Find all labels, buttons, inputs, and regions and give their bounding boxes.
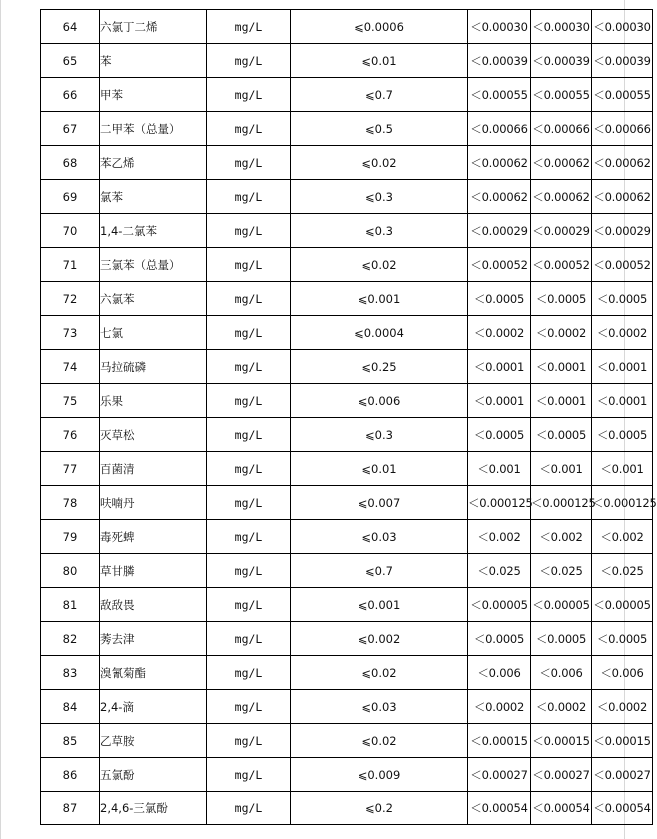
result-1: ＜0.00039 xyxy=(468,44,531,78)
unit: mg/L xyxy=(207,792,291,825)
indicator-name: 莠去津 xyxy=(100,622,207,656)
result-2: ＜0.002 xyxy=(531,520,592,554)
result-1: ＜0.00029 xyxy=(468,214,531,248)
unit: mg/L xyxy=(207,452,291,486)
result-3: ＜0.00066 xyxy=(592,112,653,146)
result-2: ＜0.00062 xyxy=(531,180,592,214)
result-3: ＜0.00015 xyxy=(592,724,653,758)
unit: mg/L xyxy=(207,588,291,622)
table-row xyxy=(41,44,653,78)
limit-value: ⩽0.02 xyxy=(291,146,468,180)
result-2: ＜0.00066 xyxy=(531,112,592,146)
row-number: 69 xyxy=(41,180,100,214)
limit-value: ⩽0.02 xyxy=(291,656,468,690)
result-2: ＜0.0002 xyxy=(531,316,592,350)
result-1: ＜0.0001 xyxy=(468,384,531,418)
result-2: ＜0.00027 xyxy=(531,758,592,792)
indicator-name: 六氯丁二烯 xyxy=(100,10,207,44)
row-number: 64 xyxy=(41,10,100,44)
table-row xyxy=(41,78,653,112)
result-2: ＜0.00062 xyxy=(531,146,592,180)
result-3: ＜0.0005 xyxy=(592,622,653,656)
page-edge-left xyxy=(0,0,1,839)
unit: mg/L xyxy=(207,520,291,554)
row-number: 80 xyxy=(41,554,100,588)
unit: mg/L xyxy=(207,758,291,792)
result-3: ＜0.00005 xyxy=(592,588,653,622)
result-2: ＜0.00029 xyxy=(531,214,592,248)
indicator-name: 乐果 xyxy=(100,384,207,418)
table-row xyxy=(41,418,653,452)
table-row xyxy=(41,384,653,418)
result-1: ＜0.00055 xyxy=(468,78,531,112)
result-2: ＜0.0001 xyxy=(531,384,592,418)
indicator-name: 毒死蜱 xyxy=(100,520,207,554)
indicator-name: 苯乙烯 xyxy=(100,146,207,180)
table-row xyxy=(41,248,653,282)
result-1: ＜0.00054 xyxy=(468,792,531,825)
row-number: 71 xyxy=(41,248,100,282)
unit: mg/L xyxy=(207,350,291,384)
indicator-name: 草甘膦 xyxy=(100,554,207,588)
row-number: 66 xyxy=(41,78,100,112)
result-1: ＜0.0001 xyxy=(468,350,531,384)
result-3: ＜0.00052 xyxy=(592,248,653,282)
result-1: ＜0.0005 xyxy=(468,622,531,656)
result-3: ＜0.0005 xyxy=(592,418,653,452)
indicator-name: 百菌清 xyxy=(100,452,207,486)
result-1: ＜0.001 xyxy=(468,452,531,486)
result-1: ＜0.0002 xyxy=(468,690,531,724)
row-number: 70 xyxy=(41,214,100,248)
indicator-name: 马拉硫磷 xyxy=(100,350,207,384)
limit-value: ⩽0.02 xyxy=(291,248,468,282)
unit: mg/L xyxy=(207,112,291,146)
result-2: ＜0.0005 xyxy=(531,282,592,316)
indicator-name: 敌敌畏 xyxy=(100,588,207,622)
result-2: ＜0.025 xyxy=(531,554,592,588)
row-number: 83 xyxy=(41,656,100,690)
result-2: ＜0.001 xyxy=(531,452,592,486)
indicator-name: 乙草胺 xyxy=(100,724,207,758)
result-3: ＜0.0001 xyxy=(592,350,653,384)
limit-value: ⩽0.5 xyxy=(291,112,468,146)
result-3: ＜0.0001 xyxy=(592,384,653,418)
result-3: ＜0.0005 xyxy=(592,282,653,316)
row-number: 68 xyxy=(41,146,100,180)
indicator-name: 呋喃丹 xyxy=(100,486,207,520)
row-number: 81 xyxy=(41,588,100,622)
result-2: ＜0.00039 xyxy=(531,44,592,78)
limit-value: ⩽0.03 xyxy=(291,520,468,554)
table-row xyxy=(41,690,653,724)
result-3: ＜0.0002 xyxy=(592,316,653,350)
result-3: ＜0.025 xyxy=(592,554,653,588)
result-1: ＜0.0005 xyxy=(468,418,531,452)
limit-value: ⩽0.02 xyxy=(291,724,468,758)
row-number: 87 xyxy=(41,792,100,825)
result-3: ＜0.006 xyxy=(592,656,653,690)
table-row xyxy=(41,112,653,146)
table-row xyxy=(41,10,653,44)
result-2: ＜0.0001 xyxy=(531,350,592,384)
unit: mg/L xyxy=(207,724,291,758)
table-row xyxy=(41,316,653,350)
row-number: 86 xyxy=(41,758,100,792)
row-number: 65 xyxy=(41,44,100,78)
result-1: ＜0.00030 xyxy=(468,10,531,44)
result-3: ＜0.0002 xyxy=(592,690,653,724)
table-row xyxy=(41,350,653,384)
limit-value: ⩽0.3 xyxy=(291,180,468,214)
limit-value: ⩽0.7 xyxy=(291,78,468,112)
result-2: ＜0.00005 xyxy=(531,588,592,622)
limit-value: ⩽0.007 xyxy=(291,486,468,520)
result-1: ＜0.0005 xyxy=(468,282,531,316)
result-3: ＜0.00030 xyxy=(592,10,653,44)
result-2: ＜0.000125 xyxy=(531,486,592,520)
table-row xyxy=(41,792,653,825)
unit: mg/L xyxy=(207,554,291,588)
row-number: 77 xyxy=(41,452,100,486)
limit-value: ⩽0.3 xyxy=(291,418,468,452)
unit: mg/L xyxy=(207,146,291,180)
result-1: ＜0.00062 xyxy=(468,146,531,180)
table-row xyxy=(41,588,653,622)
table-row xyxy=(41,282,653,316)
limit-value: ⩽0.7 xyxy=(291,554,468,588)
result-2: ＜0.0002 xyxy=(531,690,592,724)
result-1: ＜0.00066 xyxy=(468,112,531,146)
indicator-name: 五氯酚 xyxy=(100,758,207,792)
indicator-name: 氯苯 xyxy=(100,180,207,214)
table-row xyxy=(41,486,653,520)
limit-value: ⩽0.3 xyxy=(291,214,468,248)
indicator-name: 灭草松 xyxy=(100,418,207,452)
result-3: ＜0.002 xyxy=(592,520,653,554)
limit-value: ⩽0.001 xyxy=(291,588,468,622)
unit: mg/L xyxy=(207,10,291,44)
limit-value: ⩽0.001 xyxy=(291,282,468,316)
limit-value: ⩽0.0006 xyxy=(291,10,468,44)
result-2: ＜0.00055 xyxy=(531,78,592,112)
row-number: 67 xyxy=(41,112,100,146)
result-1: ＜0.0002 xyxy=(468,316,531,350)
result-1: ＜0.000125 xyxy=(468,486,531,520)
row-number: 74 xyxy=(41,350,100,384)
unit: mg/L xyxy=(207,656,291,690)
row-number: 78 xyxy=(41,486,100,520)
row-number: 76 xyxy=(41,418,100,452)
result-2: ＜0.0005 xyxy=(531,418,592,452)
limit-value: ⩽0.01 xyxy=(291,44,468,78)
row-number: 84 xyxy=(41,690,100,724)
water-quality-table xyxy=(40,9,657,825)
limit-value: ⩽0.002 xyxy=(291,622,468,656)
table-row xyxy=(41,554,653,588)
result-3: ＜0.00062 xyxy=(592,146,653,180)
result-1: ＜0.025 xyxy=(468,554,531,588)
result-1: ＜0.00062 xyxy=(468,180,531,214)
limit-value: ⩽0.0004 xyxy=(291,316,468,350)
unit: mg/L xyxy=(207,248,291,282)
indicator-name: 六氯苯 xyxy=(100,282,207,316)
result-3: ＜0.00029 xyxy=(592,214,653,248)
result-3: ＜0.00054 xyxy=(592,792,653,825)
row-number: 82 xyxy=(41,622,100,656)
unit: mg/L xyxy=(207,44,291,78)
indicator-name: 1,4-二氯苯 xyxy=(100,214,207,248)
unit: mg/L xyxy=(207,384,291,418)
result-1: ＜0.00015 xyxy=(468,724,531,758)
result-3: ＜0.00055 xyxy=(592,78,653,112)
table-body xyxy=(41,10,657,825)
indicator-name: 三氯苯（总量） xyxy=(100,248,207,282)
limit-value: ⩽0.03 xyxy=(291,690,468,724)
result-2: ＜0.00015 xyxy=(531,724,592,758)
unit: mg/L xyxy=(207,690,291,724)
result-3: ＜0.00039 xyxy=(592,44,653,78)
row-number: 85 xyxy=(41,724,100,758)
indicator-name: 七氯 xyxy=(100,316,207,350)
result-1: ＜0.00005 xyxy=(468,588,531,622)
unit: mg/L xyxy=(207,486,291,520)
table-row xyxy=(41,214,653,248)
result-3: ＜0.001 xyxy=(592,452,653,486)
limit-value: ⩽0.006 xyxy=(291,384,468,418)
row-number: 75 xyxy=(41,384,100,418)
result-3: ＜0.000125 xyxy=(592,486,653,520)
table-row xyxy=(41,724,653,758)
indicator-name: 2,4-滴 xyxy=(100,690,207,724)
row-number: 72 xyxy=(41,282,100,316)
limit-value: ⩽0.01 xyxy=(291,452,468,486)
result-2: ＜0.00052 xyxy=(531,248,592,282)
unit: mg/L xyxy=(207,214,291,248)
indicator-name: 苯 xyxy=(100,44,207,78)
result-1: ＜0.00027 xyxy=(468,758,531,792)
row-number: 73 xyxy=(41,316,100,350)
result-2: ＜0.0005 xyxy=(531,622,592,656)
unit: mg/L xyxy=(207,418,291,452)
limit-value: ⩽0.2 xyxy=(291,792,468,825)
unit: mg/L xyxy=(207,622,291,656)
indicator-name: 2,4,6-三氯酚 xyxy=(100,792,207,825)
table-row xyxy=(41,146,653,180)
indicator-name: 二甲苯（总量） xyxy=(100,112,207,146)
table-row xyxy=(41,758,653,792)
table-row xyxy=(41,622,653,656)
unit: mg/L xyxy=(207,78,291,112)
unit: mg/L xyxy=(207,180,291,214)
unit: mg/L xyxy=(207,282,291,316)
row-number: 79 xyxy=(41,520,100,554)
result-1: ＜0.002 xyxy=(468,520,531,554)
result-1: ＜0.006 xyxy=(468,656,531,690)
table-row xyxy=(41,180,653,214)
result-3: ＜0.00027 xyxy=(592,758,653,792)
indicator-name: 甲苯 xyxy=(100,78,207,112)
result-2: ＜0.006 xyxy=(531,656,592,690)
unit: mg/L xyxy=(207,316,291,350)
table-row xyxy=(41,656,653,690)
indicator-name: 溴氰菊酯 xyxy=(100,656,207,690)
limit-value: ⩽0.25 xyxy=(291,350,468,384)
table-row xyxy=(41,520,653,554)
result-2: ＜0.00030 xyxy=(531,10,592,44)
limit-value: ⩽0.009 xyxy=(291,758,468,792)
result-2: ＜0.00054 xyxy=(531,792,592,825)
result-3: ＜0.00062 xyxy=(592,180,653,214)
result-1: ＜0.00052 xyxy=(468,248,531,282)
table-row xyxy=(41,452,653,486)
